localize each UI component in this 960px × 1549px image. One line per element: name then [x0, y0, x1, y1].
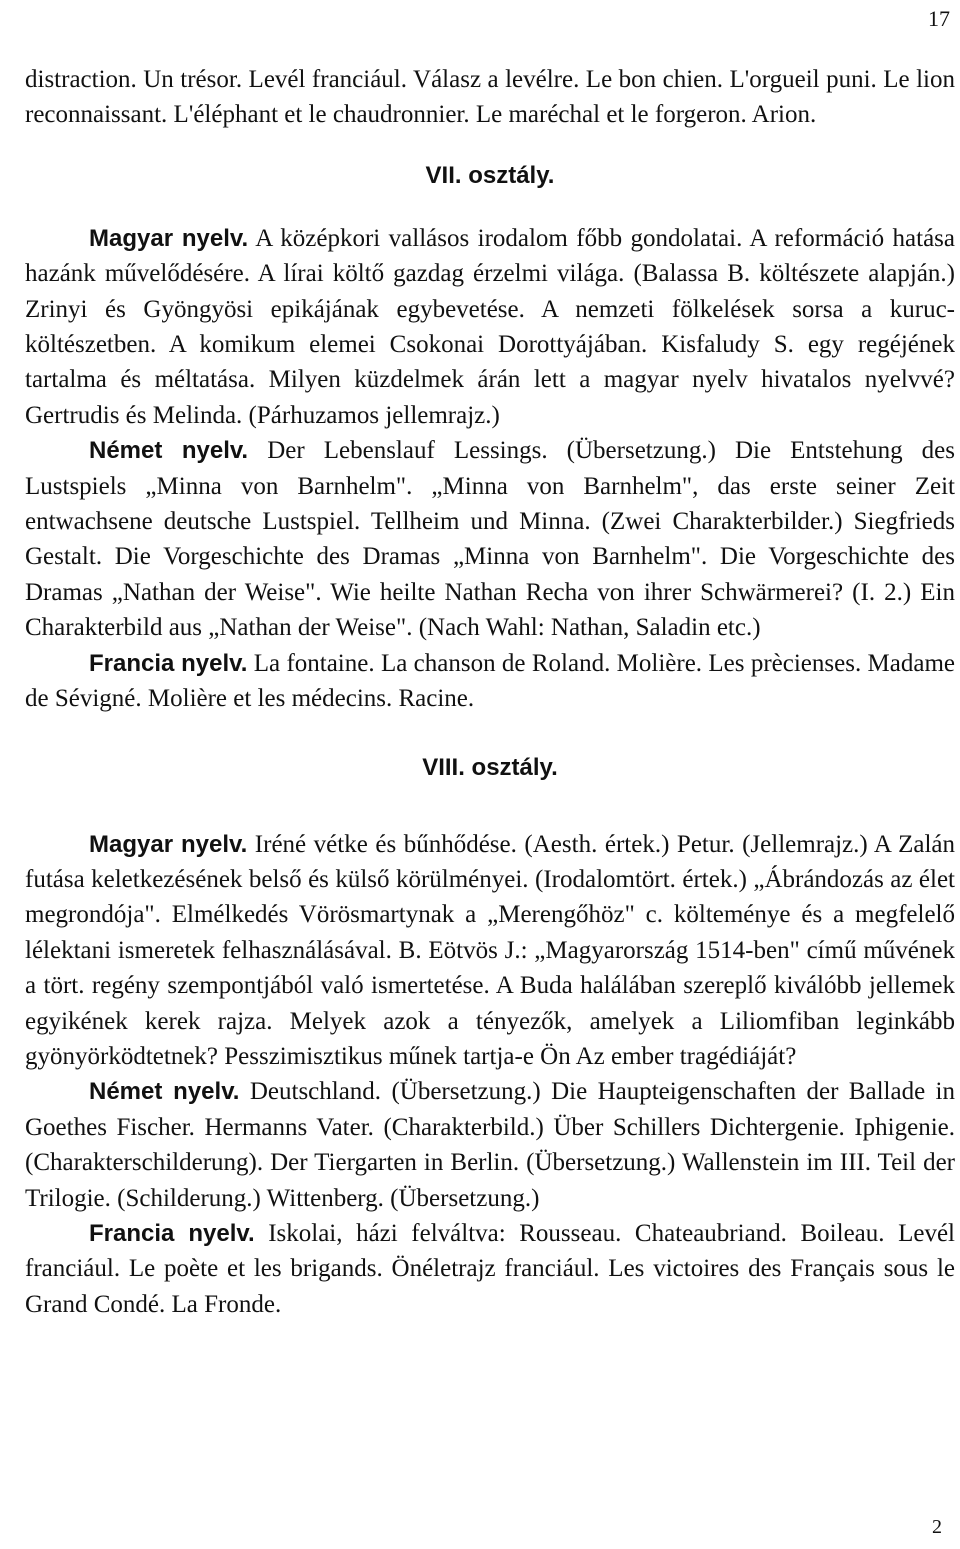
viii-nemet-paragraph [25, 1074, 955, 1216]
intro-paragraph: distraction. Un trésor. Levél franciául. Válasz a levélre. Le bon chien. L'orgueil puni. Le lion reconnaissant. L'éléphant et le chaudronnier. Le maréchal et le forgeron. Arion. [25, 66, 955, 129]
page-number-bottom: 2 [932, 1516, 942, 1538]
vii-francia-label: Francia nyelv. [89, 649, 248, 677]
vii-nemet-label: Német nyelv. [89, 437, 249, 465]
vii-nemet-text: Der Lebenslauf Lessings. (Übersetzung.) Die Entstehung des Lustspiels „Minna von Barnhelm". „Minna von Barnhelm", das erste seiner Zeit entwachsene deutsche Lustspiel. Tellheim und Minna. (Zwei Charakterbilder.) Siegfrieds Gestalt. Die Vorgeschichte des Dramas „Minna von Barnhelm". Die Vorgeschichte des Dramas „Nathan der Weise". Wie heilte Nathan Recha von ihrer Schwärmerei? (I. 2.) Ein Charakterbild aus „Nathan der Weise". (Nach Wahl: Nathan, Saladin etc.) [25, 437, 956, 642]
viii-magyar-text: Iréné vétke és bűnhődése. (Aesth. értek.) Petur. (Jellemrajz.) A Zalán futása keletkezésének belső és külső körülményei. (Irodalomtört. értek.) „Ábrándozás az élet megrondója". Elmélkedés Vörösmartynak a „Merengőhöz" c. költeménye és a megfelelő lélektani ismeretek felhasználásával. B. Eötvös J.: „Magyarország 1514-ben" című művének a tört. regény szempontjából való ismertetése. A Buda halálában szereplő kiválóbb jellemek egyikének kerek rajza. Melyek azok a tényezők, amelyek a Liliomfiban leginkább gyönyörködtetnek? Pesszimisztikus műnek tartja-e Ön Az ember tragédiáját? [25, 830, 956, 1070]
viii-magyar-label: Magyar nyelv. [89, 830, 248, 858]
viii-magyar-paragraph [25, 827, 955, 1075]
vii-magyar-paragraph [25, 221, 955, 433]
section-heading-vii: VII. osztály. [425, 161, 555, 189]
vii-francia-paragraph [25, 646, 955, 717]
section-heading-viii: VIII. osztály. [422, 753, 558, 781]
vii-francia-text: La fontaine. La chanson de Roland. Molière. Les prècienses. Madame de Sévigné. Molière et les médecins. Racine. [25, 649, 955, 713]
vii-magyar-text: A középkori vallásos irodalom főbb gondolatai. A reformáció hatása hazánk művelődésére. A lírai költő gazdag érzelmi világa. (Balassa B. költészete alapján.) Zrinyi és Gyöngyösi epikájának egybevetése. A nemzeti fölkelések sorsa a kuruc-költészetben. A komikum elemei Csokonai Dorottyájában. Kisfaludy S. egy regéjének tartalma és méltatása. Milyen küzdelmek árán lett a magyar nyelv hivatalos nyelvvé? Gertrudis és Melinda. (Párhuzamos jellemrajz.) [25, 224, 955, 429]
viii-francia-label: Francia nyelv. [89, 1219, 255, 1247]
viii-nemet-label: Német nyelv. [89, 1078, 240, 1106]
page-body [25, 62, 955, 1322]
vii-nemet-paragraph [25, 433, 955, 645]
viii-francia-text: Iskolai, házi felváltva: Rousseau. Chateaubriand. Boileau. Levél franciául. Le poète et les brigands. Önéletrajz franciául. Les victoires des Français sous le Grand Condé. La Fronde. [25, 1219, 955, 1318]
page-number-top: 17 [928, 6, 950, 31]
viii-francia-paragraph [25, 1216, 955, 1322]
vii-magyar-label: Magyar nyelv. [89, 224, 249, 252]
viii-nemet-text: Deutschland. (Übersetzung.) Die Haupteigenschaften der Ballade in Goethes Fischer. Hermanns Vater. (Charakterbild.) Über Schillers Dichtergenie. Iphigenie. (Charakterschilderung). Der Tiergarten in Berlin. (Übersetzung.) Wallenstein im III. Teil der Trilogie. (Schilderung.) Wittenberg. (Übersetzung.) [25, 1078, 955, 1212]
